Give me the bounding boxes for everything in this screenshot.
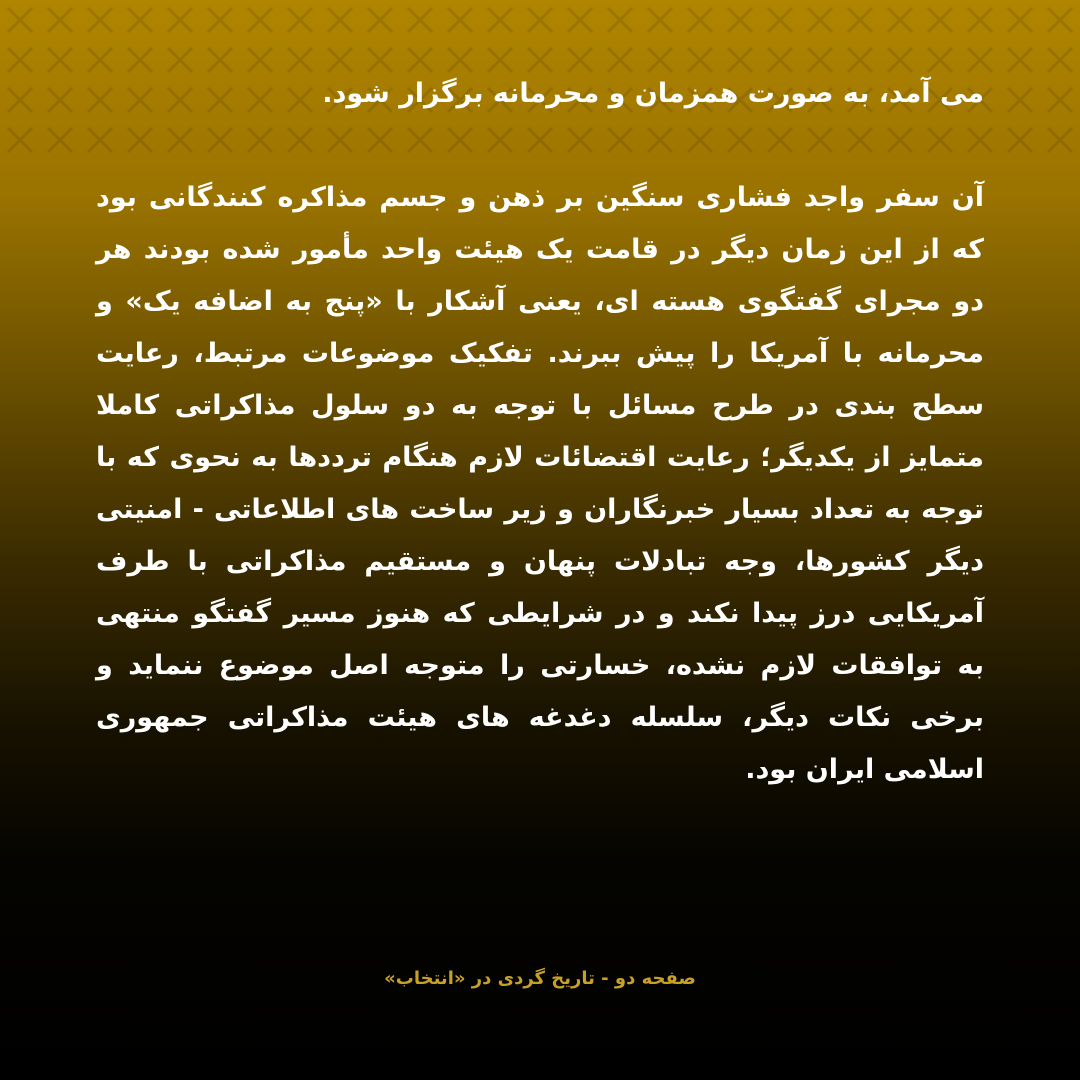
paragraph-continuation: می آمد، به صورت همزمان و محرمانه برگزار شود.	[322, 78, 984, 109]
page-footer-caption: صفحه دو - تاریخ گردی در «انتخاب»	[384, 968, 696, 989]
paragraph-main: آن سفر واجد فشاری سنگین بر ذهن و جسم مذاکره کنندگانی بود که از این زمان دیگر در قامت یک هیئت واحد مأمور شده بودند هر دو مجرای گفتگوی هسته ای، یعنی آشکار با «پنج به اضافه یک» و محرمانه با آمریکا را پیش ببرند. تفکیک موضوعات مرتبط، رعایت سطح بندی در طرح مسائل با توجه به دو سلول مذاکراتی کاملا متمایز از یکدیگر؛ رعایت اقتضائات لازم هنگام ترددها به نحوی که با توجه به تعداد بسیار خبرنگاران و زیر ساخت های اطلاعاتی - امنیتی دیگر کشورها، وجه تبادلات پنهان و مستقیم مذاکراتی با طرف آمریکایی درز پیدا نکند و در شرایطی که هنوز مسیر گفتگو منتهی به توافقات لازم نشده، خسارتی را متوجه اصل موضوع ننماید و برخی نکات دیگر، سلسله دغدغه های هیئت مذاکراتی جمهوری اسلامی ایران بود.	[96, 182, 984, 785]
article-body	[96, 68, 984, 796]
